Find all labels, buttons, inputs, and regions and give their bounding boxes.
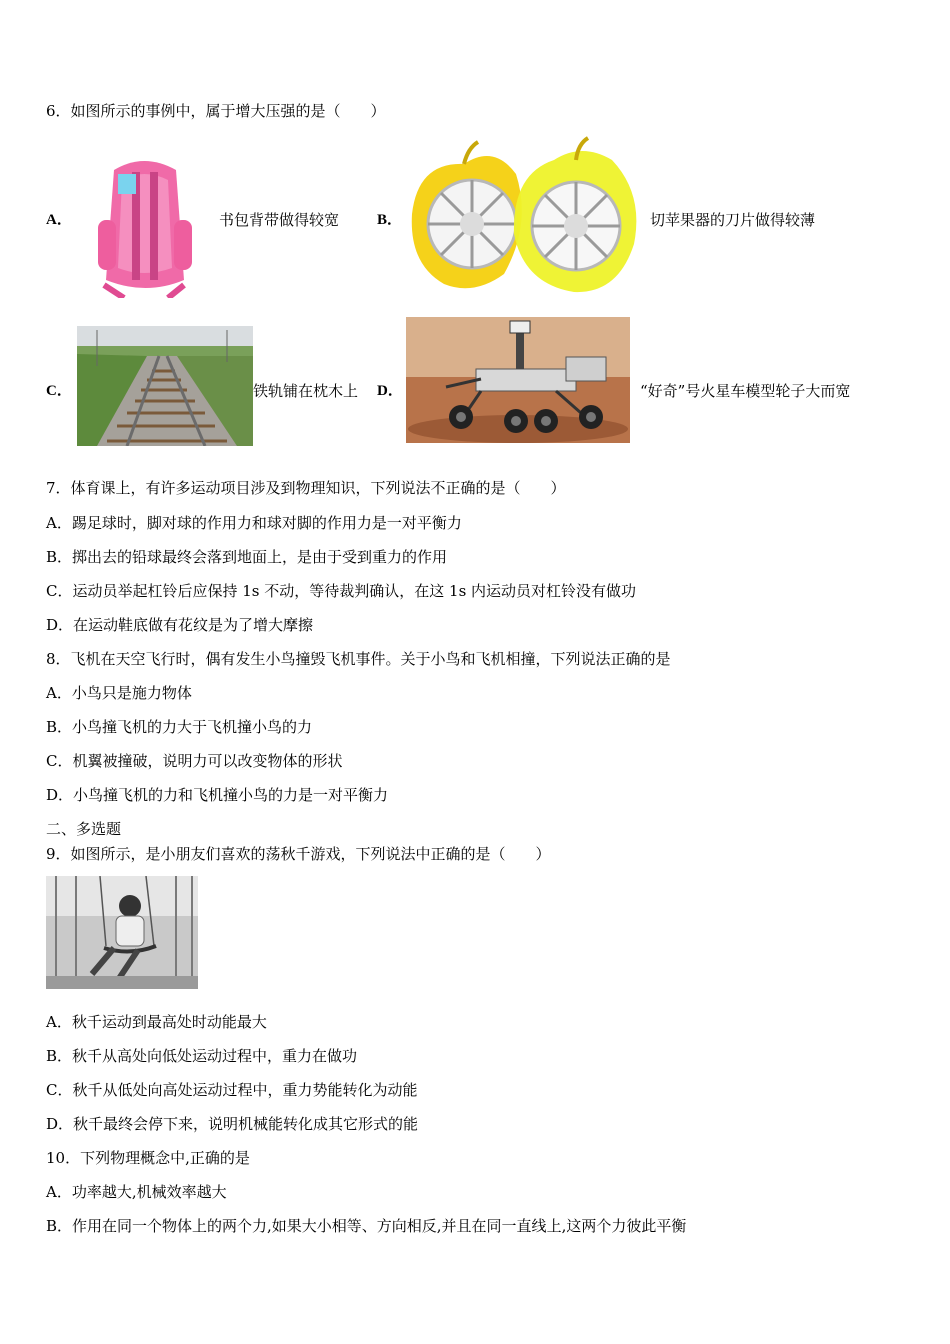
q7-option-d: D．在运动鞋底做有花纹是为了增大摩擦 bbox=[46, 616, 314, 634]
q10-option-b: B．作用在同一个物体上的两个力,如果大小相等、方向相反,并且在同一直线上,这两个力彼此平衡 bbox=[46, 1217, 687, 1235]
q7-option-c: C．运动员举起杠铃后应保持 1s 不动，等待裁判确认，在这 1s 内运动员对杠铃没有做功 bbox=[46, 582, 637, 600]
q7-option-a: A．踢足球时，脚对球的作用力和球对脚的作用力是一对平衡力 bbox=[46, 514, 462, 532]
q8-option-d: D．小鸟撞飞机的力和飞机撞小鸟的力是一对平衡力 bbox=[46, 786, 389, 804]
section-heading: 二、多选题 bbox=[46, 820, 122, 838]
apple-slicer-image bbox=[404, 134, 646, 298]
q8-stem: 8．飞机在天空飞行时，偶有发生小鸟撞毁飞机事件。关于小鸟和飞机相撞，下列说法正确的是 bbox=[46, 650, 671, 668]
q6-option-c-caption: 铁轨铺在枕木上 bbox=[253, 382, 359, 400]
q10-option-a: A．功率越大,机械效率越大 bbox=[46, 1183, 227, 1201]
q6-option-a-caption: 书包背带做得较宽 bbox=[219, 211, 340, 229]
q6-option-c-letter: C． bbox=[46, 383, 72, 399]
q6-option-d-caption: “好奇”号火星车模型轮子大而宽 bbox=[640, 382, 851, 400]
q6-option-d-letter: D． bbox=[377, 383, 403, 399]
q8-option-b: B．小鸟撞飞机的力大于飞机撞小鸟的力 bbox=[46, 718, 313, 736]
q8-option-a: A．小鸟只是施力物体 bbox=[46, 684, 192, 702]
q6-option-b-letter: B． bbox=[377, 212, 403, 228]
swing-image bbox=[46, 876, 198, 989]
mars-rover-image bbox=[406, 317, 630, 443]
q7-option-b: B．掷出去的铅球最终会落到地面上，是由于受到重力的作用 bbox=[46, 548, 448, 566]
q9-option-c: C．秋千从低处向高处运动过程中，重力势能转化为动能 bbox=[46, 1081, 418, 1099]
q10-stem: 10．下列物理概念中,正确的是 bbox=[46, 1149, 250, 1167]
q9-stem: 9．如图所示，是小朋友们喜欢的荡秋千游戏，下列说法中正确的是（ ） bbox=[46, 845, 551, 863]
q8-option-c: C．机翼被撞破，说明力可以改变物体的形状 bbox=[46, 752, 343, 770]
q6-stem: 6．如图所示的事例中，属于增大压强的是（ ） bbox=[46, 102, 386, 120]
backpack-image bbox=[84, 150, 206, 298]
railway-image bbox=[77, 326, 253, 446]
q9-option-b: B．秋千从高处向低处运动过程中，重力在做功 bbox=[46, 1047, 358, 1065]
q7-stem: 7．体育课上，有许多运动项目涉及到物理知识，下列说法不正确的是（ ） bbox=[46, 479, 566, 497]
q9-option-a: A．秋千运动到最高处时动能最大 bbox=[46, 1013, 267, 1031]
q6-option-a-letter: A． bbox=[46, 212, 72, 228]
q9-option-d: D．秋千最终会停下来，说明机械能转化成其它形式的能 bbox=[46, 1115, 419, 1133]
q6-option-b-caption: 切苹果器的刀片做得较薄 bbox=[650, 211, 816, 229]
